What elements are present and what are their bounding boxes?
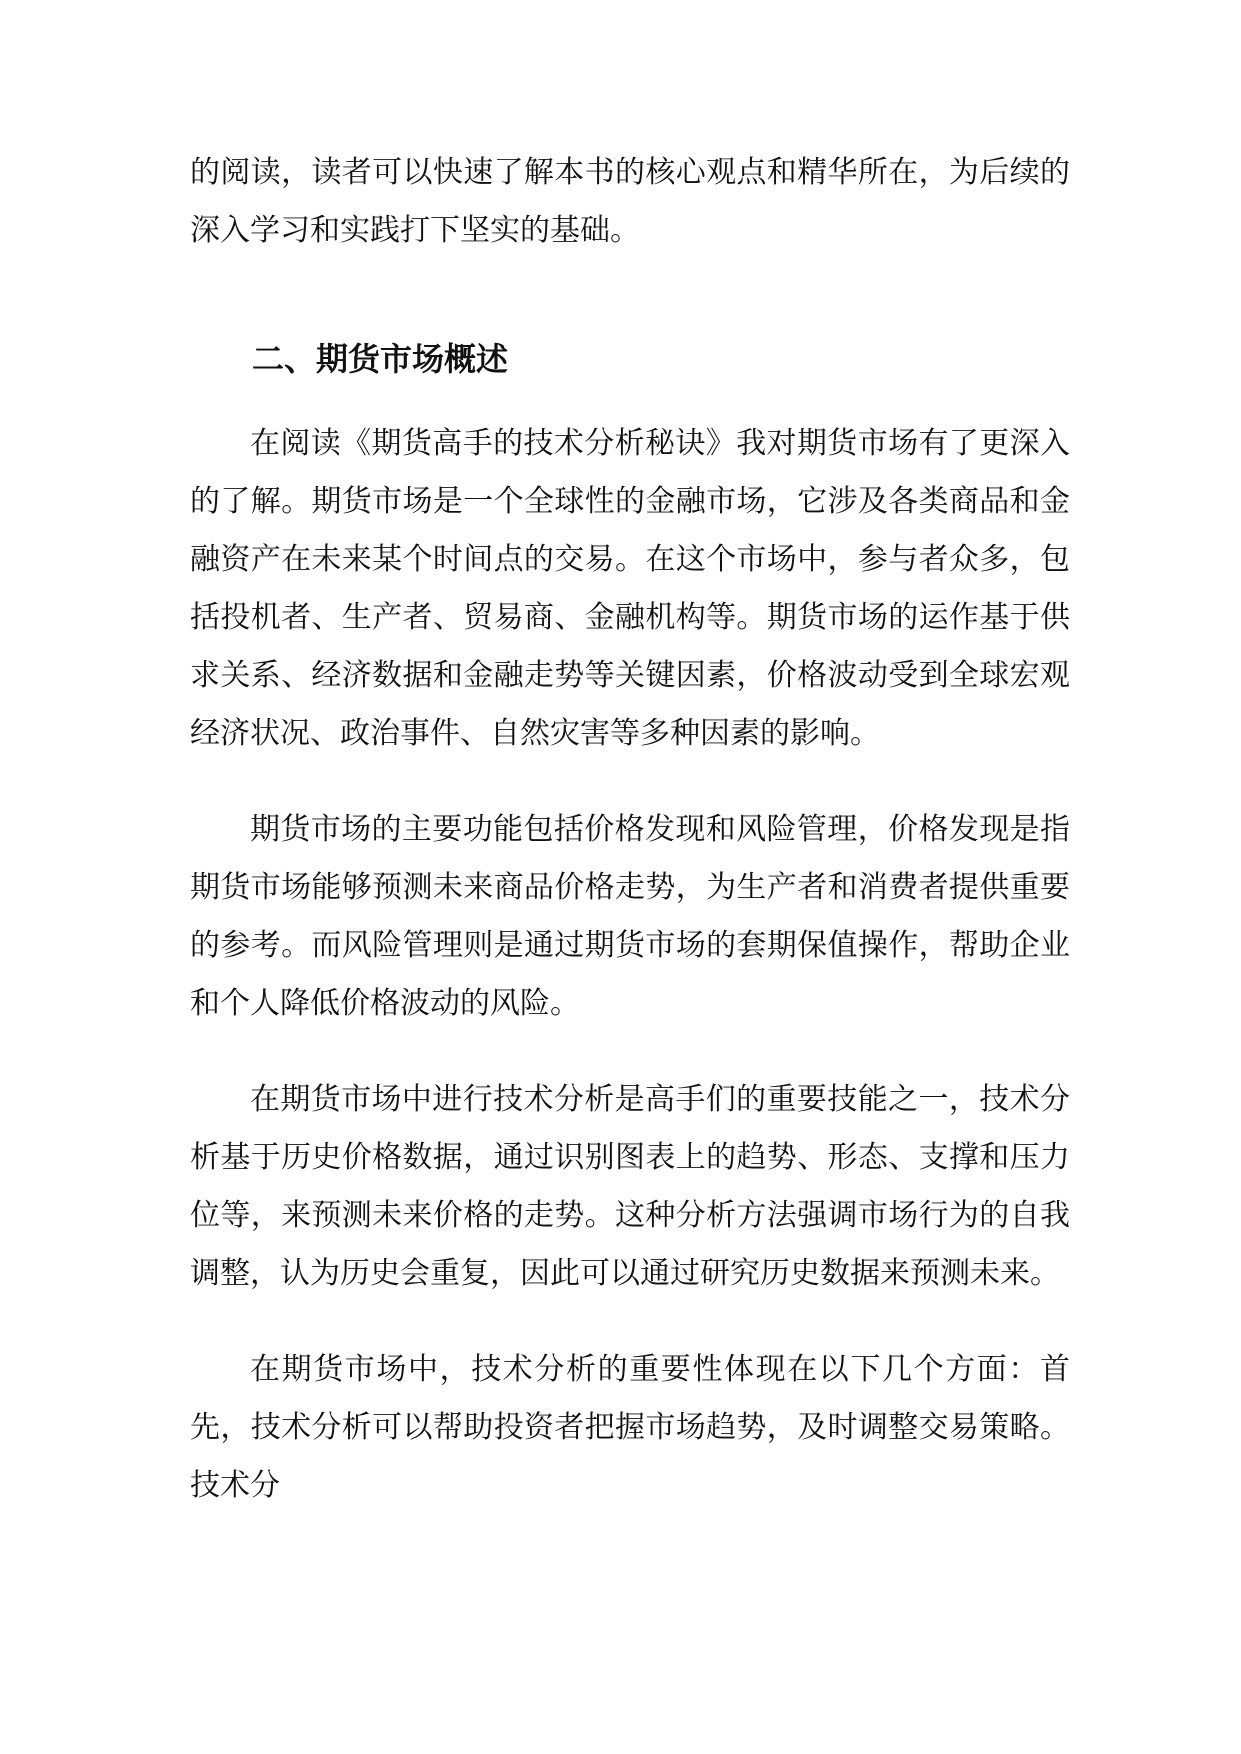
section-body — [190, 415, 1070, 1515]
body-paragraph-1: 在阅读《期货高手的技术分析秘诀》我对期货市场有了更深入的了解。期货市场是一个全球性的金融市场，它涉及各类商品和金融资产在未来某个时间点的交易。在这个市场中，参与者众多，包括投机者、生产者、贸易商、金融机构等。期货市场的运作基于供求关系、经济数据和金融走势等关键因素，价格波动受到全球宏观经济状况、政治事件、自然灾害等多种因素的影响。 — [190, 426, 1070, 751]
body-paragraph-3: 在期货市场中进行技术分析是高手们的重要技能之一，技术分析基于历史价格数据，通过识别图表上的趋势、形态、支撑和压力位等，来预测未来价格的走势。这种分析方法强调市场行为的自我调整，认为历史会重复，因此可以通过研究历史数据来预测未来。 — [190, 1082, 1070, 1291]
continuation-block — [190, 144, 1070, 260]
continuation-paragraph: 的阅读，读者可以快速了解本书的核心观点和精华所在，为后续的深入学习和实践打下坚实的基础。 — [190, 155, 1070, 248]
body-paragraph-4: 在期货市场中，技术分析的重要性体现在以下几个方面：首先，技术分析可以帮助投资者把握市场趋势，及时调整交易策略。技术分 — [190, 1352, 1070, 1503]
section-heading: 二、期货市场概述 — [252, 340, 509, 378]
body-paragraph-2: 期货市场的主要功能包括价格发现和风险管理，价格发现是指期货市场能够预测未来商品价格走势，为生产者和消费者提供重要的参考。而风险管理则是通过期货市场的套期保值操作，帮助企业和个人降低价格波动的风险。 — [190, 812, 1070, 1021]
